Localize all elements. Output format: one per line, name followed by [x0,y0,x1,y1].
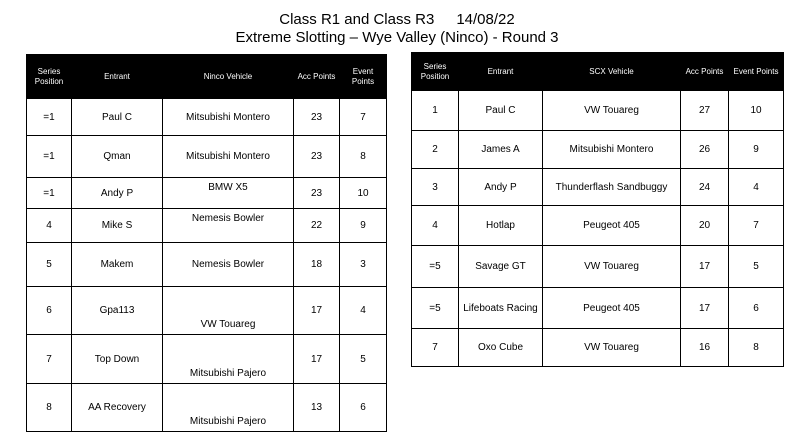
table-row [412,206,784,246]
header-event-points: Event Points [340,55,387,99]
vehicle-cell: Mitsubishi Montero [543,131,681,169]
table-row [412,329,784,367]
ninco-results-table [26,54,387,432]
title-class: Class R1 and Class R3 [279,11,435,28]
position-cell: 2 [412,131,459,169]
page-title [0,11,794,29]
position-cell: 6 [27,287,72,335]
entrant-cell: Savage GT [459,246,543,288]
entrant-cell: Oxo Cube [459,329,543,367]
table-row [412,246,784,288]
vehicle-text: Mitsubishi Pajero [189,416,267,427]
acc-points-cell: 24 [681,169,729,206]
event-points-cell: 7 [729,206,784,246]
vehicle-cell [163,209,294,243]
entrant-cell: Lifeboats Racing [459,288,543,329]
acc-points-cell: 27 [681,91,729,131]
acc-points-cell: 23 [294,178,340,209]
table-row [412,91,784,131]
entrant-cell: Hotlap [459,206,543,246]
position-cell: =1 [27,136,72,178]
table-row [27,243,387,287]
event-points-cell: 4 [340,287,387,335]
vehicle-text: Nemesis Bowler [191,213,265,224]
acc-points-cell: 17 [294,287,340,335]
header-event-points: Event Points [729,53,784,91]
table-row [412,288,784,329]
header-entrant: Entrant [459,53,543,91]
event-points-cell: 4 [729,169,784,206]
vehicle-text: VW Touareg [200,319,256,330]
table-row [27,136,387,178]
entrant-cell: Paul C [459,91,543,131]
title-date: 14/08/22 [456,11,515,28]
position-cell: 5 [27,243,72,287]
acc-points-cell: 13 [294,384,340,432]
entrant-cell: Makem [72,243,163,287]
table-row [27,287,387,335]
vehicle-text: BMW X5 [208,182,248,193]
event-points-cell: 10 [340,178,387,209]
entrant-cell: Qman [72,136,163,178]
vehicle-cell: VW Touareg [543,246,681,288]
entrant-cell: Andy P [459,169,543,206]
position-cell: =5 [412,288,459,329]
position-cell: 4 [412,206,459,246]
position-cell: =1 [27,99,72,136]
vehicle-cell [163,384,294,432]
table-row [27,384,387,432]
acc-points-cell: 17 [681,246,729,288]
event-points-cell: 9 [340,209,387,243]
position-cell: 1 [412,91,459,131]
header-series-position: Series Position [27,55,72,99]
header-acc-points: Acc Points [681,53,729,91]
event-points-cell: 6 [729,288,784,329]
entrant-cell: James A [459,131,543,169]
vehicle-cell: VW Touareg [543,91,681,131]
event-points-cell: 8 [729,329,784,367]
page-subtitle: Extreme Slotting – Wye Valley (Ninco) - Round 3 [235,29,559,46]
vehicle-cell [163,335,294,384]
entrant-cell: AA Recovery [72,384,163,432]
scx-results-table [411,52,784,367]
event-points-cell: 10 [729,91,784,131]
vehicle-cell: Nemesis Bowler [163,243,294,287]
entrant-cell: Paul C [72,99,163,136]
entrant-cell: Andy P [72,178,163,209]
vehicle-cell [163,287,294,335]
event-points-cell: 9 [729,131,784,169]
position-cell: 7 [412,329,459,367]
table-row [27,99,387,136]
acc-points-cell: 16 [681,329,729,367]
header-acc-points: Acc Points [294,55,340,99]
acc-points-cell: 23 [294,99,340,136]
acc-points-cell: 20 [681,206,729,246]
vehicle-cell: VW Touareg [543,329,681,367]
acc-points-cell: 18 [294,243,340,287]
table-header-row [27,55,387,99]
vehicle-cell: Mitsubishi Montero [163,99,294,136]
acc-points-cell: 23 [294,136,340,178]
table-row [412,169,784,206]
event-points-cell: 3 [340,243,387,287]
acc-points-cell: 17 [681,288,729,329]
vehicle-cell [163,178,294,209]
position-cell: 8 [27,384,72,432]
table-row [412,131,784,169]
table-row [27,178,387,209]
position-cell: 3 [412,169,459,206]
event-points-cell: 7 [340,99,387,136]
vehicle-cell: Thunderflash Sandbuggy [543,169,681,206]
vehicle-cell: Peugeot 405 [543,288,681,329]
event-points-cell: 5 [729,246,784,288]
event-points-cell: 6 [340,384,387,432]
header-series-position: Series Position [412,53,459,91]
acc-points-cell: 26 [681,131,729,169]
position-cell: 7 [27,335,72,384]
table-header-row [412,53,784,91]
table-row [27,209,387,243]
vehicle-text: Mitsubishi Pajero [189,368,267,379]
acc-points-cell: 22 [294,209,340,243]
entrant-cell: Mike S [72,209,163,243]
vehicle-cell: Mitsubishi Montero [163,136,294,178]
header-entrant: Entrant [72,55,163,99]
header-vehicle: SCX Vehicle [543,53,681,91]
entrant-cell: Top Down [72,335,163,384]
vehicle-cell: Peugeot 405 [543,206,681,246]
table-row [27,335,387,384]
position-cell: =5 [412,246,459,288]
acc-points-cell: 17 [294,335,340,384]
event-points-cell: 8 [340,136,387,178]
header-vehicle: Ninco Vehicle [163,55,294,99]
entrant-cell: Gpa113 [72,287,163,335]
event-points-cell: 5 [340,335,387,384]
position-cell: =1 [27,178,72,209]
position-cell: 4 [27,209,72,243]
